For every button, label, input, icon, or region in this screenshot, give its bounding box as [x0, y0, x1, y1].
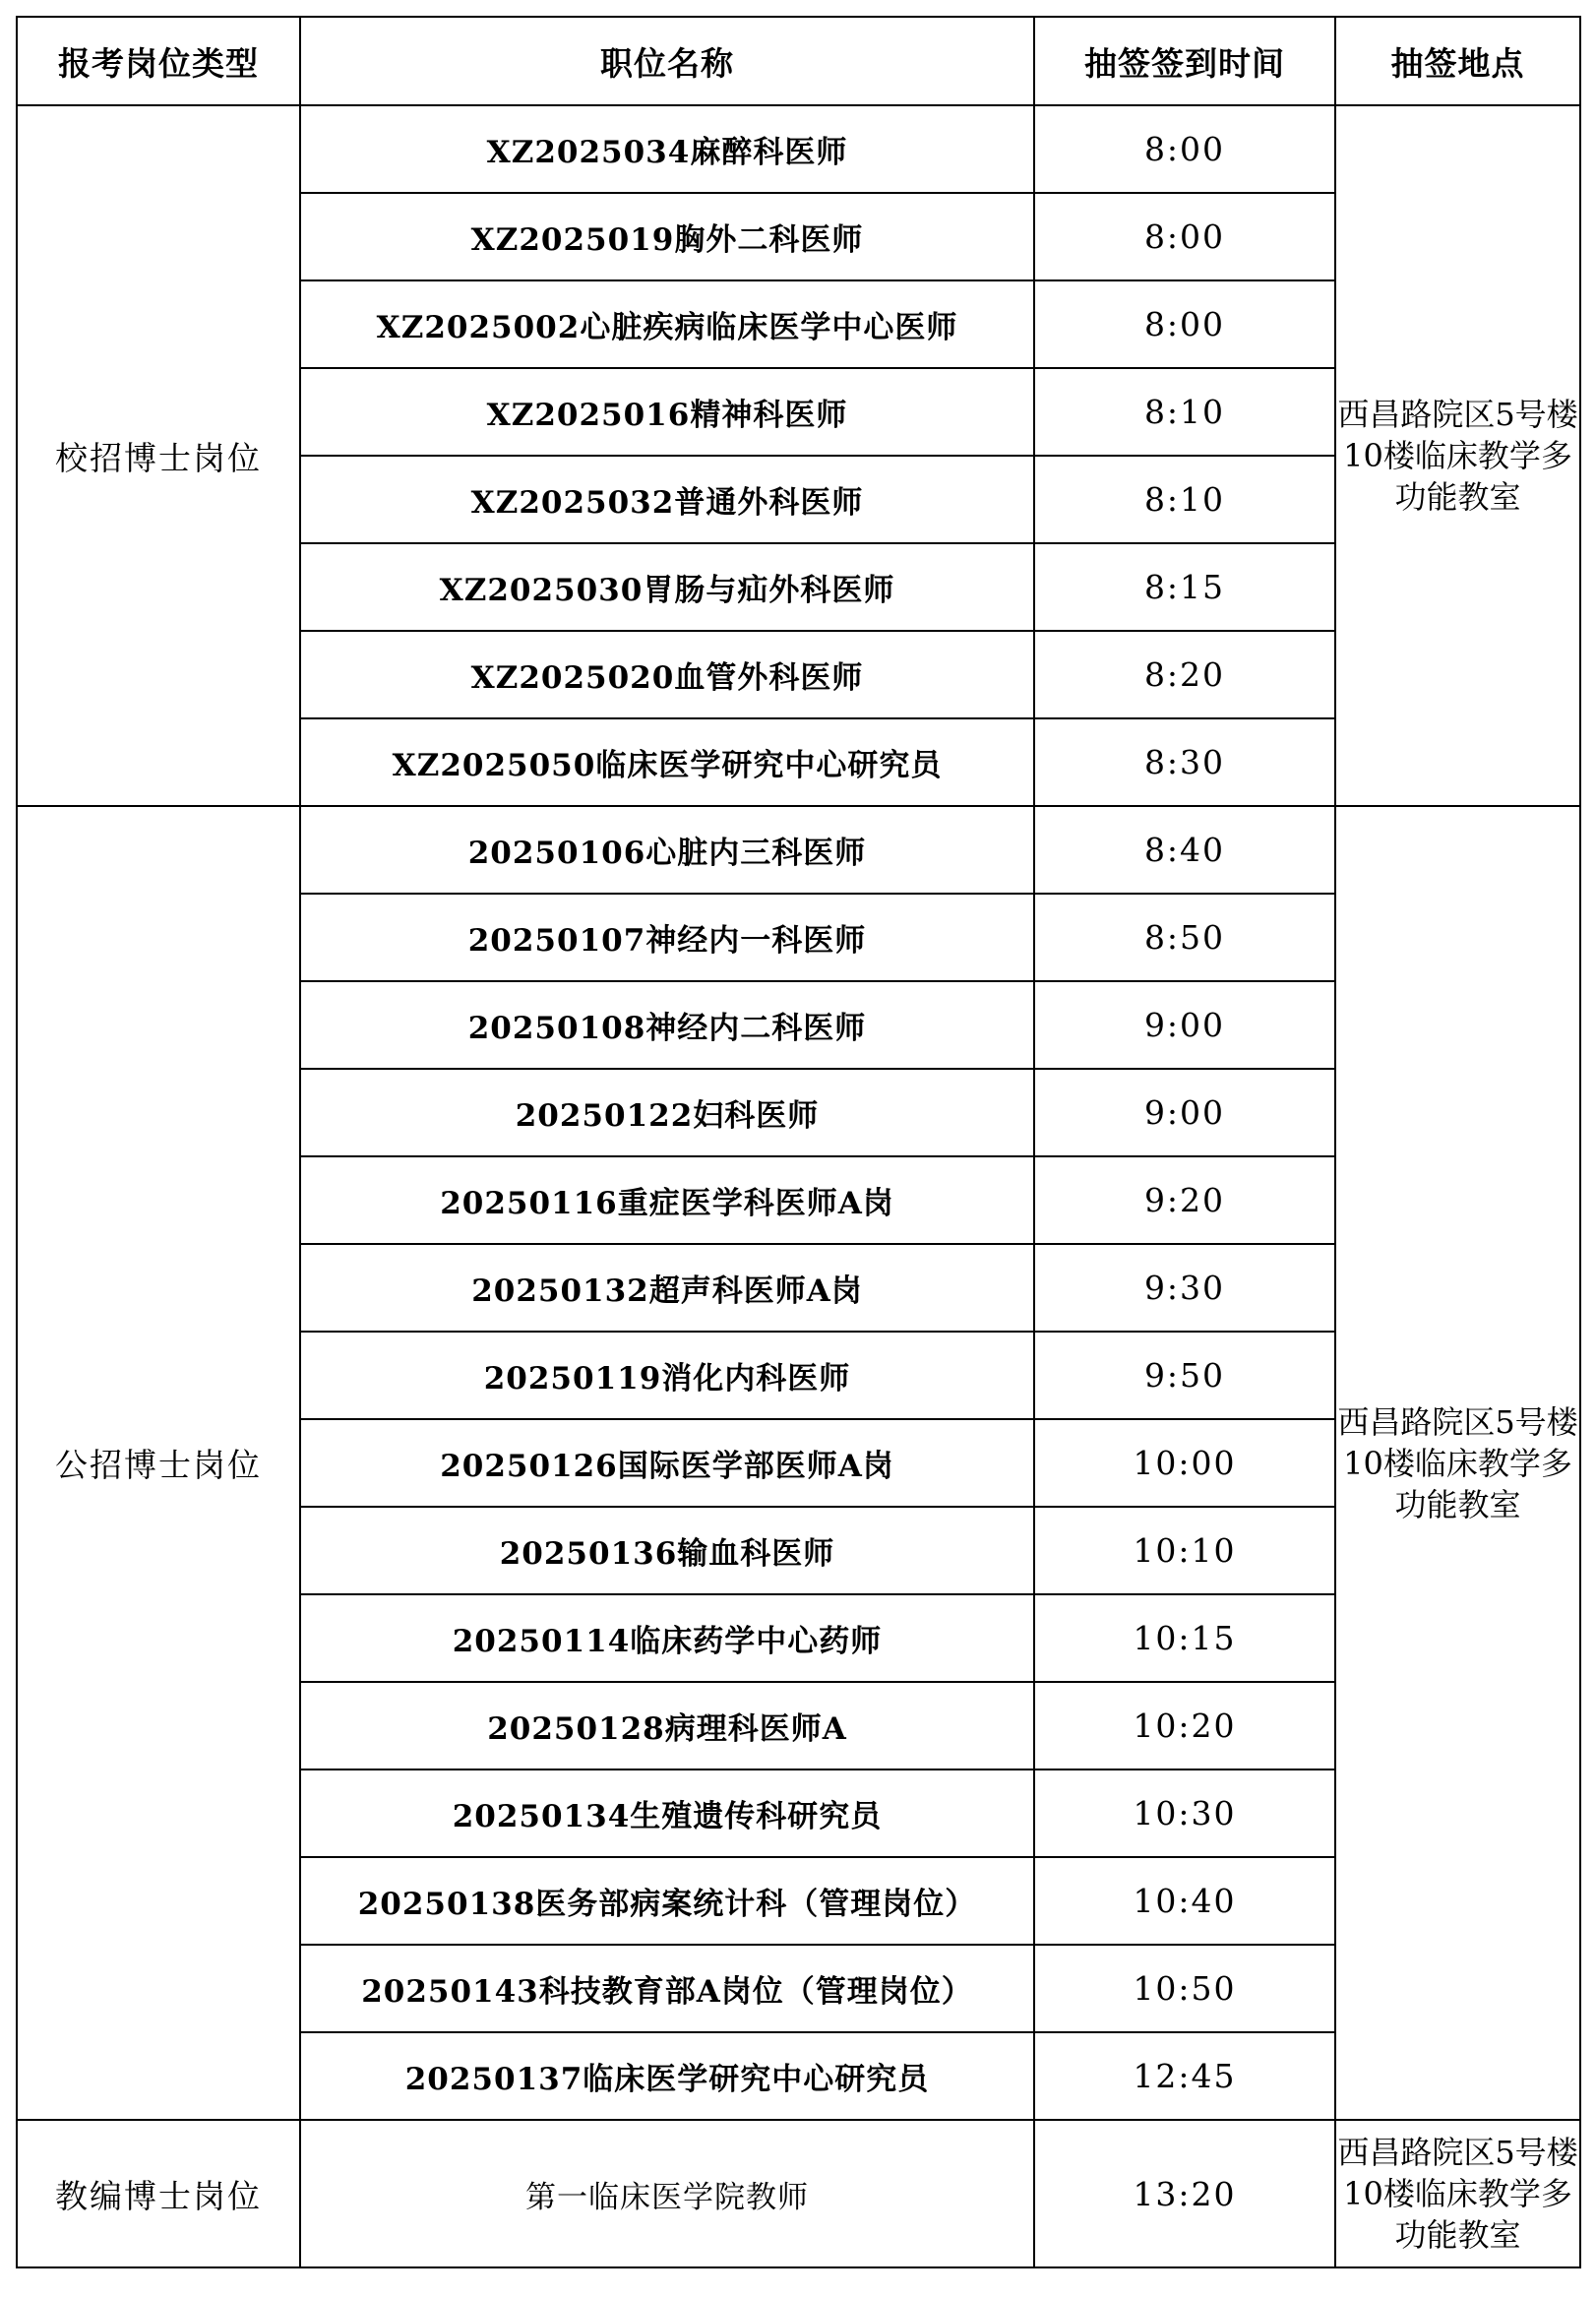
position-cell: 20250128病理科医师A [300, 1682, 1034, 1769]
position-cell: 第一临床医学院教师 [300, 2120, 1034, 2267]
time-cell: 10:15 [1034, 1594, 1335, 1682]
position-cell: 20250108神经内二科医师 [300, 981, 1034, 1069]
position-cell: XZ2025050临床医学研究中心研究员 [300, 718, 1034, 806]
table-row [17, 806, 1580, 894]
position-cell: XZ2025020血管外科医师 [300, 631, 1034, 718]
position-cell: XZ2025016精神科医师 [300, 368, 1034, 456]
table-body [17, 105, 1580, 2267]
time-cell: 10:20 [1034, 1682, 1335, 1769]
time-cell: 8:40 [1034, 806, 1335, 894]
time-cell: 8:30 [1034, 718, 1335, 806]
header-position: 职位名称 [300, 17, 1034, 105]
time-cell: 9:50 [1034, 1332, 1335, 1419]
time-cell: 8:20 [1034, 631, 1335, 718]
position-cell: 20250137临床医学研究中心研究员 [300, 2032, 1034, 2120]
position-cell: 20250106心脏内三科医师 [300, 806, 1034, 894]
time-cell: 9:00 [1034, 1069, 1335, 1156]
category-cell: 教编博士岗位 [17, 2120, 300, 2267]
time-cell: 8:00 [1034, 105, 1335, 193]
position-cell: XZ2025002心脏疾病临床医学中心医师 [300, 280, 1034, 368]
position-cell: 20250126国际医学部医师A岗 [300, 1419, 1034, 1507]
time-cell: 10:00 [1034, 1419, 1335, 1507]
location-cell: 西昌路院区5号楼10楼临床教学多功能教室 [1335, 105, 1580, 806]
time-cell: 8:00 [1034, 280, 1335, 368]
time-cell: 8:50 [1034, 894, 1335, 981]
time-cell: 9:20 [1034, 1156, 1335, 1244]
position-cell: 20250119消化内科医师 [300, 1332, 1034, 1419]
header-time: 抽签签到时间 [1034, 17, 1335, 105]
time-cell: 8:00 [1034, 193, 1335, 280]
position-cell: 20250134生殖遗传科研究员 [300, 1769, 1034, 1857]
header-category: 报考岗位类型 [17, 17, 300, 105]
time-cell: 8:10 [1034, 368, 1335, 456]
time-cell: 10:40 [1034, 1857, 1335, 1945]
position-cell: 20250136输血科医师 [300, 1507, 1034, 1594]
position-cell: XZ2025034麻醉科医师 [300, 105, 1034, 193]
time-cell: 8:15 [1034, 543, 1335, 631]
time-cell: 9:00 [1034, 981, 1335, 1069]
time-cell: 12:45 [1034, 2032, 1335, 2120]
time-cell: 13:20 [1034, 2120, 1335, 2267]
table-row [17, 105, 1580, 193]
time-cell: 8:10 [1034, 456, 1335, 543]
position-cell: 20250132超声科医师A岗 [300, 1244, 1034, 1332]
header-row [17, 17, 1580, 105]
header-location: 抽签地点 [1335, 17, 1580, 105]
position-cell: 20250138医务部病案统计科（管理岗位） [300, 1857, 1034, 1945]
position-cell: XZ2025032普通外科医师 [300, 456, 1034, 543]
position-cell: 20250114临床药学中心药师 [300, 1594, 1034, 1682]
location-cell: 西昌路院区5号楼10楼临床教学多功能教室 [1335, 806, 1580, 2120]
table-header [17, 17, 1580, 105]
position-cell: XZ2025030胃肠与疝外科医师 [300, 543, 1034, 631]
location-cell: 西昌路院区5号楼10楼临床教学多功能教室 [1335, 2120, 1580, 2267]
category-cell: 校招博士岗位 [17, 105, 300, 806]
time-cell: 10:30 [1034, 1769, 1335, 1857]
position-cell: 20250122妇科医师 [300, 1069, 1034, 1156]
time-cell: 10:50 [1034, 1945, 1335, 2032]
table-row [17, 2120, 1580, 2267]
time-cell: 10:10 [1034, 1507, 1335, 1594]
position-cell: 20250116重症医学科医师A岗 [300, 1156, 1034, 1244]
time-cell: 9:30 [1034, 1244, 1335, 1332]
category-cell: 公招博士岗位 [17, 806, 300, 2120]
position-cell: 20250107神经内一科医师 [300, 894, 1034, 981]
schedule-table [16, 16, 1581, 2268]
position-cell: XZ2025019胸外二科医师 [300, 193, 1034, 280]
position-cell: 20250143科技教育部A岗位（管理岗位） [300, 1945, 1034, 2032]
